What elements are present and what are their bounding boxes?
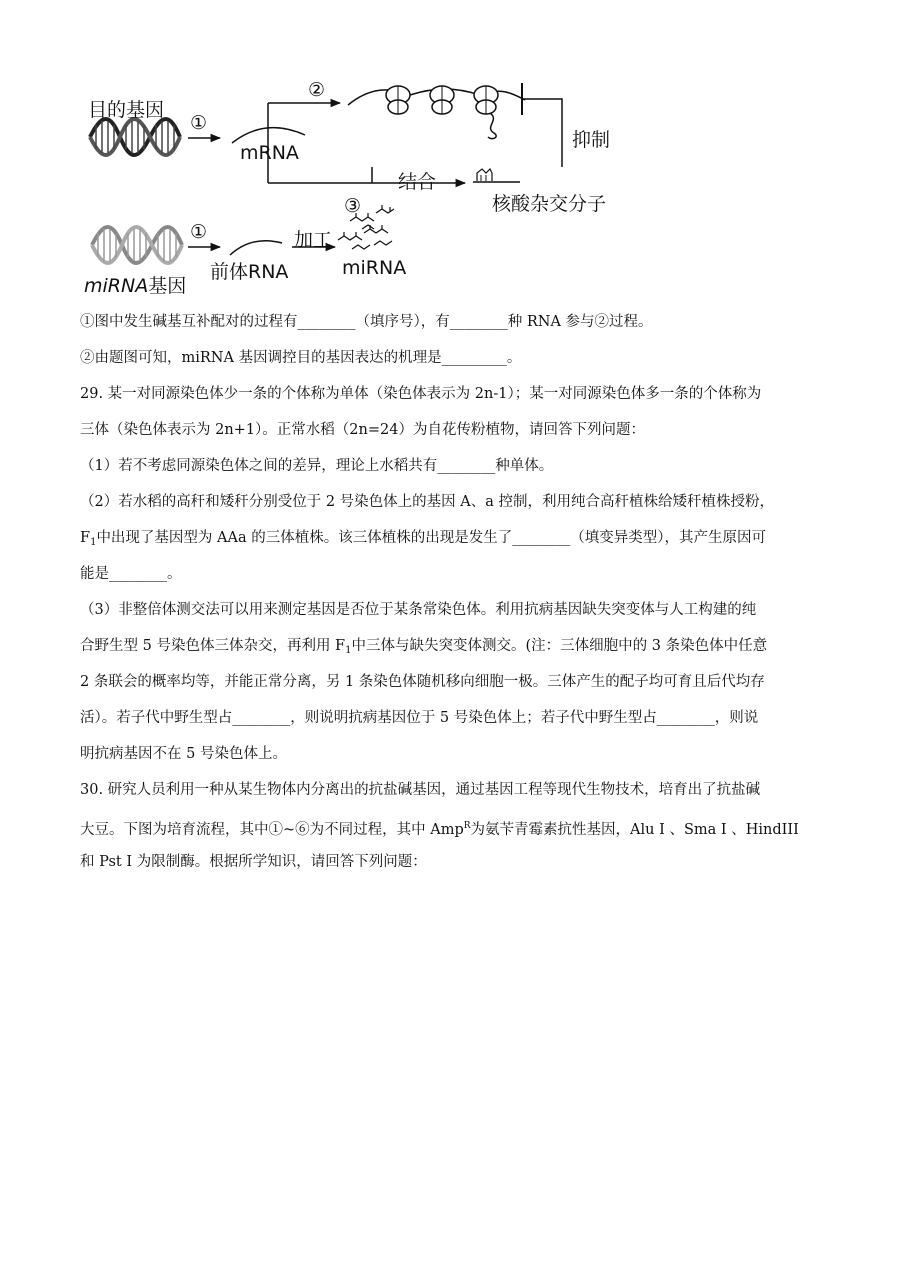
- q29-stem-line1: 29. 某一对同源染色体少一条的个体称为单体（染色体表示为 2n-1）；某一对同源染色体多一条的个体称为: [80, 386, 762, 402]
- dna-helix-icon: [90, 119, 180, 155]
- q29-part3-line2: [80, 636, 767, 661]
- q29-part3-line2-pre: 合野生型 5 号染色体三体杂交，再利用 F: [80, 638, 346, 654]
- mirna-gene-label-suffix: 基因: [148, 275, 187, 297]
- q29-part3-line4: 活）。若子代中野生型占________，则说明抗病基因位于 5 号染色体上；若子代中野生型占________，则说: [80, 710, 759, 726]
- processing-label: 加工: [294, 229, 333, 251]
- q29-part2-line2-text: 中出现了基因型为 AAa 的三体植株。该三体植株的出现是发生了________（填变异类型），其产生原因可: [96, 530, 766, 546]
- inhibition-marker: [522, 83, 562, 167]
- ribosome-translation-icon: [348, 86, 525, 139]
- f1-subscript-2: 1: [345, 645, 352, 656]
- mirna-regulation-diagram: [80, 75, 660, 297]
- q29-stem-line2: 三体（染色体表示为 2n+1）。正常水稻（2n=24）为自花传粉植物，请回答下列问题：: [80, 422, 645, 438]
- hybrid-molecule-icon: [473, 169, 520, 182]
- mirna-gene-label: [84, 271, 186, 298]
- f1-subscript: 1: [90, 537, 97, 548]
- mirna-gene-helix-icon: [92, 227, 182, 263]
- pre-rna-strand: [230, 241, 282, 255]
- bind-label: 结合: [398, 171, 437, 193]
- q29-part2-line1: （2）若水稻的高秆和矮秆分别受位于 2 号染色体上的基因 A、a 控制，利用纯合高秆植株给矮秆植株授粉，: [80, 494, 774, 510]
- target-gene-label: 目的基因: [88, 99, 165, 121]
- q30-line1: 30. 研究人员利用一种从某生物体内分离出的抗盐碱基因，通过基因工程等现代生物技术，培育出了抗盐碱: [80, 782, 761, 798]
- q29-part3-line3: 2 条联会的概率均等，并能正常分离，另 1 条染色体随机移向细胞一极。三体产生的配子均可育且后代均存: [80, 674, 765, 690]
- mirna-gene-label-italic: miRNA: [84, 275, 149, 297]
- q28-line2: ②由题图可知，miRNA 基因调控目的基因表达的机理是_________。: [80, 350, 522, 366]
- mrna-label: mRNA: [240, 142, 299, 164]
- q29-part1: （1）若不考虑同源染色体之间的差异，理论上水稻共有________种单体。: [80, 458, 554, 474]
- q28-line1: ①图中发生碱基互补配对的过程有________（填序号），有________种 RNA 参与②过程。: [80, 314, 653, 330]
- q30-line2-pre: 大豆。下图为培育流程，其中①~⑥为不同过程，其中 Amp: [80, 822, 464, 838]
- ampr-superscript: R: [463, 821, 471, 831]
- q30-line3: 和 Pst I 为限制酶。根据所学知识，请回答下列问题：: [80, 854, 427, 870]
- f1-label: F: [80, 530, 91, 546]
- step2-label: ②: [308, 79, 326, 101]
- q29-part3-line5: 明抗病基因不在 5 号染色体上。: [80, 746, 287, 762]
- step1-label: ①: [190, 112, 208, 134]
- pre-rna-label: 前体RNA: [210, 261, 289, 283]
- q30-line2: [80, 816, 799, 840]
- q30-line2-post: 为氨苄青霉素抗性基因，Alu I 、Sma I 、HindIII: [470, 822, 799, 838]
- q29-part3-line2-post: 中三体与缺失突变体测交。(注：三体细胞中的 3 条染色体中任意: [351, 638, 768, 654]
- inhibit-label: 抑制: [572, 129, 611, 151]
- hybrid-label: 核酸杂交分子: [492, 193, 607, 215]
- step3-label: ③: [344, 195, 362, 217]
- step1-lower-label: ①: [190, 221, 208, 243]
- mirna-label: miRNA: [342, 257, 407, 279]
- mature-mirna-icon: [338, 225, 392, 249]
- q29-part2-line2: [80, 528, 766, 553]
- q29-part2-line3: 能是________。: [80, 566, 182, 582]
- q29-part3-line1: （3）非整倍体测交法可以用来测定基因是否位于某条常染色体。利用抗病基因缺失突变体与人工构建的纯: [80, 602, 757, 618]
